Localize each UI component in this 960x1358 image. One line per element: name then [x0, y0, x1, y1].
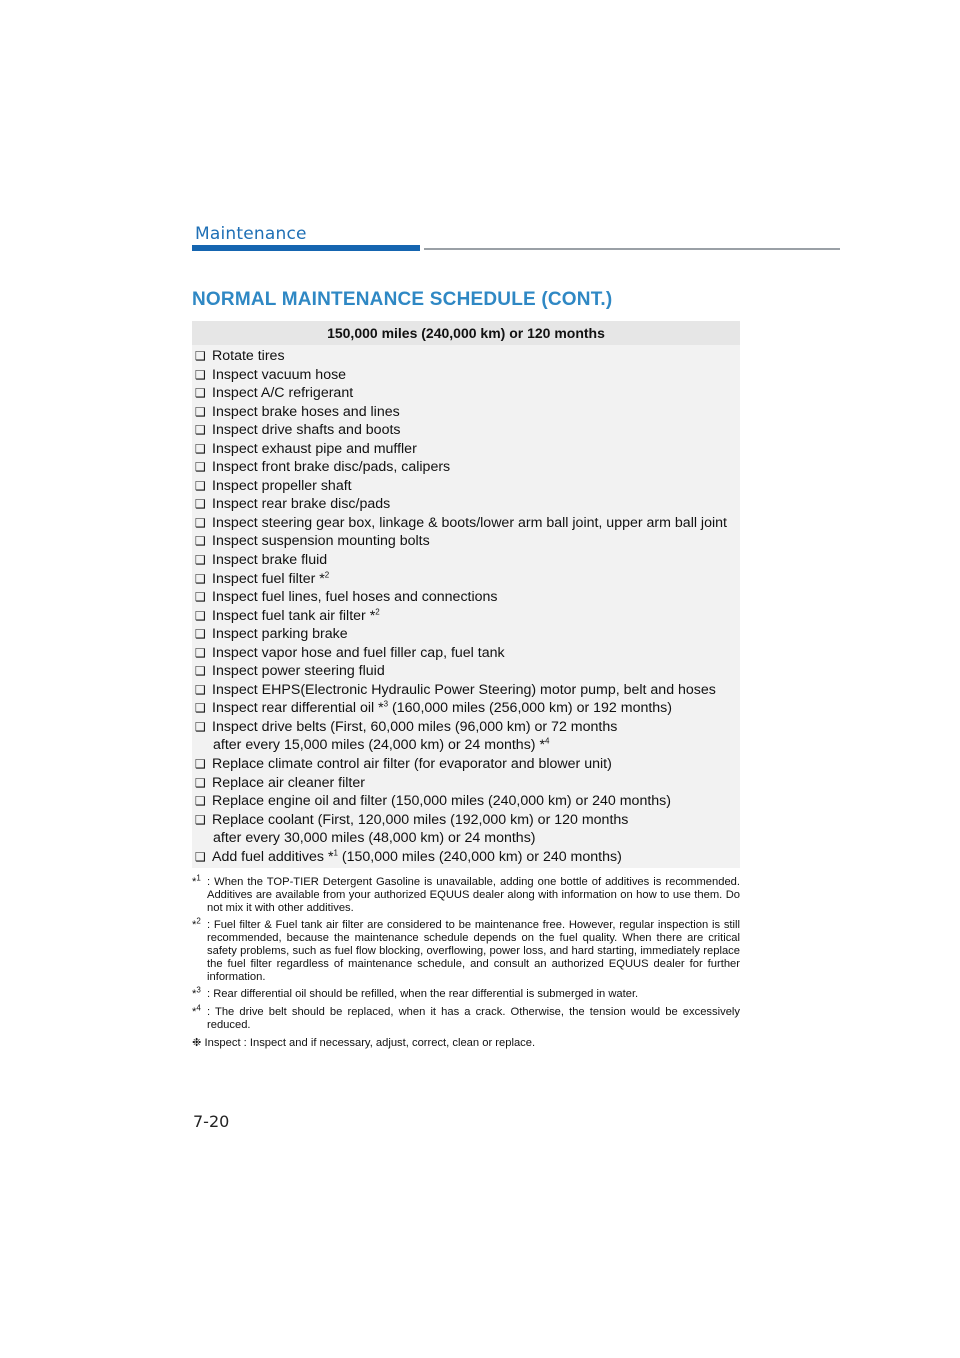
checklist-item [195, 495, 740, 514]
header-rule-accent [192, 245, 420, 251]
checklist-item [195, 755, 740, 774]
checklist-item [195, 792, 740, 811]
checklist-item-text: Inspect fuel filter * [212, 570, 325, 587]
footnote-number: 3 [196, 985, 201, 995]
checkbox-icon: ❑ [195, 645, 206, 660]
checklist-item-text: Replace air cleaner filter [212, 774, 365, 791]
footnotes [192, 873, 740, 1050]
footnote-text: : Rear differential oil should be refilled, when the rear differential is submerged in water. [207, 988, 639, 1001]
checklist-item [195, 384, 740, 403]
checkbox-icon: ❑ [195, 423, 206, 438]
checklist-item [195, 588, 740, 607]
checkbox-icon: ❑ [195, 497, 206, 512]
checkbox-icon: ❑ [195, 757, 206, 772]
checklist [192, 345, 740, 866]
checklist-item-text: Replace engine oil and filter (150,000 miles (240,000 km) or 240 months) [212, 793, 671, 810]
checklist-item [195, 662, 740, 681]
checkbox-icon: ❑ [195, 386, 206, 401]
checklist-item-text: Inspect fuel lines, fuel hoses and connections [212, 589, 498, 606]
checklist-item-text: Inspect rear brake disc/pads [212, 496, 391, 513]
checklist-item [195, 551, 740, 570]
checklist-item [195, 440, 740, 459]
checklist-item [195, 681, 740, 700]
footnote-ref: 4 [544, 736, 550, 746]
footnote-ref: 1 [333, 848, 338, 858]
checkbox-icon: ❑ [195, 367, 206, 382]
footnote-text: : The drive belt should be replaced, when it has a crack. Otherwise, the tension would be excessively reduced. [207, 1006, 740, 1031]
checklist-item-continuation [195, 736, 740, 755]
checklist-item-text: Rotate tires [212, 348, 285, 364]
checklist-item-text: Inspect drive belts (First, 60,000 miles (96,000 km) or 72 months [212, 718, 618, 735]
checklist-item [195, 718, 740, 755]
checklist-item-text: Add fuel additives * [212, 848, 334, 865]
header-rule-line [424, 248, 840, 250]
checklist-item-text: Inspect vacuum hose [212, 366, 347, 383]
page-number: 7-20 [193, 1112, 230, 1131]
checkbox-icon: ❑ [195, 701, 206, 716]
footnote-ref: 3 [383, 699, 389, 709]
checklist-item [195, 625, 740, 644]
checklist-item-text: Inspect front brake disc/pads, calipers [212, 459, 451, 476]
footnote-1 [192, 873, 740, 914]
checklist-item-text-after: (150,000 miles (240,000 km) or 240 months) [337, 848, 622, 865]
checklist-item-text-after: (160,000 miles (256,000 km) or 192 months) [388, 700, 672, 717]
footnote-marker [192, 1003, 201, 1019]
checkbox-icon: ❑ [195, 664, 206, 679]
checkbox-icon: ❑ [195, 515, 206, 530]
checklist-item-text: Inspect drive shafts and boots [212, 422, 401, 439]
checklist-item [195, 607, 740, 626]
checkbox-icon: ❑ [195, 404, 206, 419]
checklist-item [195, 514, 740, 533]
checklist-item-text: Replace coolant (First, 120,000 miles (192,000 km) or 120 months [212, 811, 629, 828]
footnote-3 [192, 985, 740, 1001]
footnote-text: : Fuel filter & Fuel tank air filter are considered to be maintenance free. However, regular inspection is still recommended, because the maintenance schedule depends on the fuel quality. When there are critical safety problems, such as fuel flow blocking, overflowing, power loss, and hard starting, immediately replace the fuel filter regardless of maintenance schedule, and consult an authorized EQUUS dealer for further information. [207, 919, 740, 983]
checklist-item [195, 458, 740, 477]
checkbox-icon: ❑ [195, 775, 206, 790]
footnote-2 [192, 916, 740, 983]
footnote-marker [192, 916, 201, 932]
checklist-item-continuation-text: after every 30,000 miles (48,000 km) or 24 months) [213, 830, 536, 847]
checklist-item-continuation [195, 829, 740, 848]
footnote-ref: 2 [324, 569, 330, 579]
footnote-asterisk: * [192, 919, 197, 932]
checklist-item-text: Inspect rear differential oil * [212, 700, 384, 717]
footnote-marker [192, 985, 201, 1001]
checklist-item [195, 421, 740, 440]
inspect-definition-note [192, 1037, 740, 1050]
checklist-item [195, 347, 740, 366]
checklist-item-text: Replace climate control air filter (for evaporator and blower unit) [212, 756, 612, 773]
checklist-item-text: Inspect suspension mounting bolts [212, 533, 430, 550]
checklist-item [195, 366, 740, 385]
checkbox-icon: ❑ [195, 571, 206, 586]
checkbox-icon: ❑ [195, 478, 206, 493]
checklist-item-text: Inspect vapor hose and fuel filler cap, fuel tank [212, 644, 505, 661]
checkbox-icon: ❑ [195, 460, 206, 475]
page-title: NORMAL MAINTENANCE SCHEDULE (CONT.) [192, 289, 613, 310]
section-header-title: Maintenance [195, 224, 307, 244]
checklist-item [195, 532, 740, 551]
footnote-number: 1 [196, 873, 201, 883]
checkbox-icon: ❑ [195, 849, 206, 864]
checkbox-icon: ❑ [195, 719, 206, 734]
checklist-item-text: Inspect propeller shaft [212, 477, 352, 494]
checklist-item-text: Inspect parking brake [212, 626, 348, 643]
checkbox-icon: ❑ [195, 812, 206, 827]
checkbox-icon: ❑ [195, 441, 206, 456]
checklist-item [195, 848, 740, 867]
footnote-text: : When the TOP-TIER Detergent Gasoline is unavailable, adding one bottle of additives is recommended. Additives are available from your authorized EQUUS dealer along with information on how to use them. Do not mix it with other additives. [207, 876, 740, 914]
checkbox-icon: ❑ [195, 682, 206, 697]
checklist-item [195, 811, 740, 848]
footnote-number: 4 [196, 1003, 201, 1013]
checklist-item [195, 477, 740, 496]
footnote-4 [192, 1003, 740, 1032]
checkbox-icon: ❑ [195, 349, 206, 363]
checklist-item [195, 774, 740, 793]
checklist-item-text: Inspect steering gear box, linkage & boots/lower arm ball joint, upper arm ball joint [212, 514, 727, 531]
checklist-item [195, 403, 740, 422]
footnote-marker [192, 873, 201, 889]
footnote-asterisk: * [192, 876, 197, 888]
footnote-number: 2 [196, 916, 201, 926]
inspect-note-text: Inspect : Inspect and if necessary, adjust, correct, clean or replace. [201, 1036, 536, 1049]
checkbox-icon: ❑ [195, 590, 206, 605]
checklist-item-text: Inspect brake hoses and lines [212, 403, 400, 420]
checklist-item [195, 570, 740, 589]
checkbox-icon: ❑ [195, 608, 206, 623]
checklist-item [195, 699, 740, 718]
checklist-item [195, 644, 740, 663]
checklist-item-text: Inspect EHPS(Electronic Hydraulic Power Steering) motor pump, belt and hoses [212, 681, 716, 698]
asterism-icon: ❉ [192, 1036, 202, 1049]
footnote-asterisk: * [192, 988, 197, 1001]
checkbox-icon: ❑ [195, 794, 206, 809]
footnote-ref: 2 [375, 606, 380, 616]
schedule-interval-heading: 150,000 miles (240,000 km) or 120 months [192, 321, 740, 345]
footnote-asterisk: * [192, 1006, 197, 1019]
checklist-item-text: Inspect fuel tank air filter * [212, 607, 376, 624]
checkbox-icon: ❑ [195, 553, 206, 568]
checkbox-icon: ❑ [195, 534, 206, 549]
checklist-item-text: Inspect exhaust pipe and muffler [212, 440, 417, 457]
checkbox-icon: ❑ [195, 627, 206, 642]
checklist-item-text: Inspect power steering fluid [212, 663, 385, 680]
checklist-item-text: Inspect A/C refrigerant [212, 385, 354, 402]
checklist-item-continuation-text: after every 15,000 miles (24,000 km) or 24 months) * [213, 737, 545, 754]
checklist-item-text: Inspect brake fluid [212, 552, 328, 569]
schedule-table-body [192, 345, 740, 868]
